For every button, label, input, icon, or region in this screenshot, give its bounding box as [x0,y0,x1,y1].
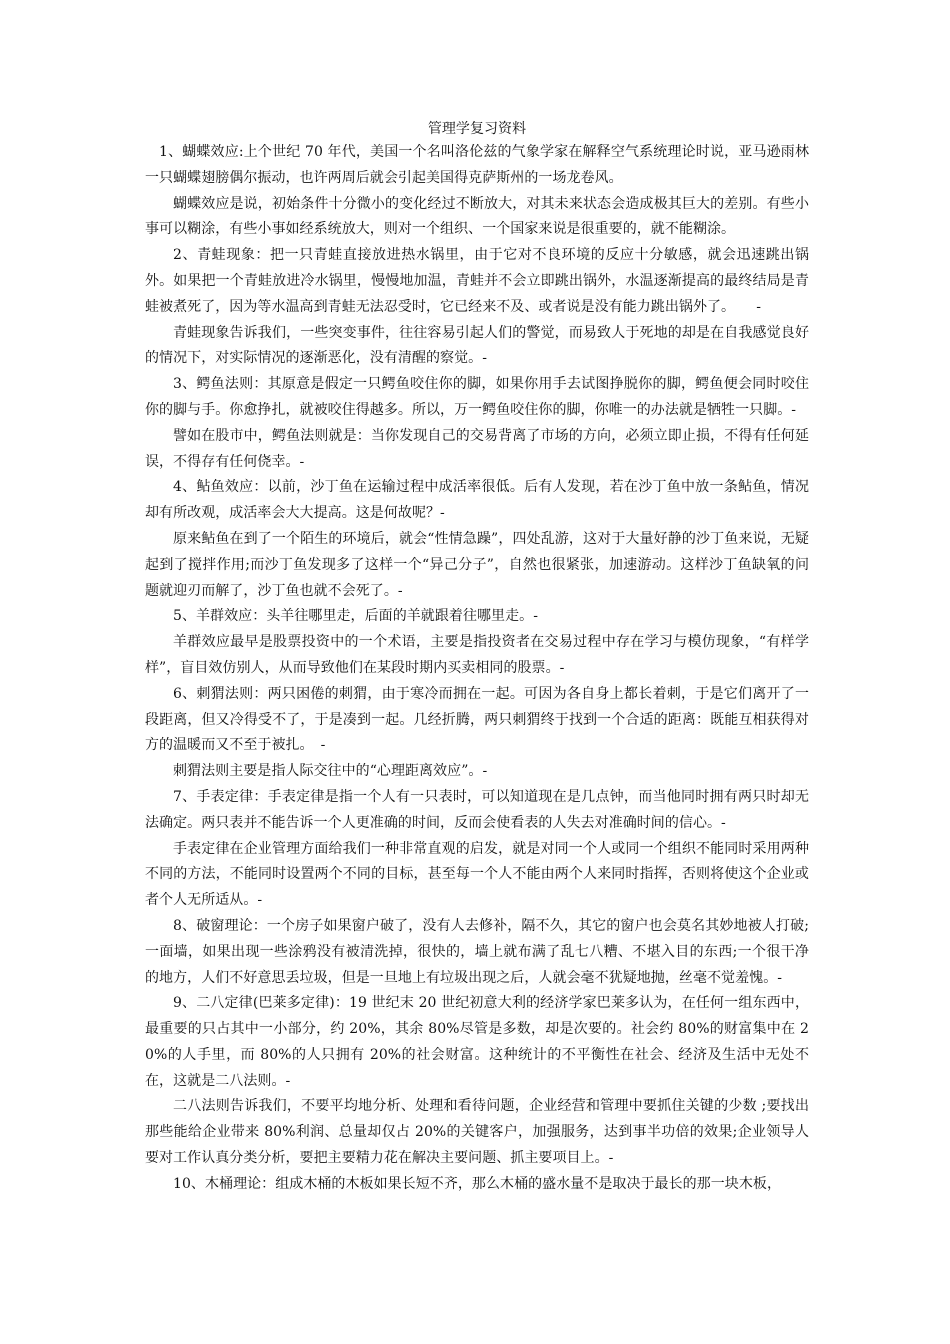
paragraph-watch-law: 7、手表定律：手表定律是指一个人有一只表时，可以知道现在是几点钟，而当他同时拥有两只时却无法确定。两只表并不能告诉一个人更准确的时间，反而会使看表的人失去对准确时间的信心。- [145,788,809,831]
paragraph-crocodile-rule: 3、鳄鱼法则：其原意是假定一只鳄鱼咬住你的脚，如果你用手去试图挣脱你的脚，鳄鱼便会同时咬住你的脚与手。你愈挣扎，就被咬住得越多。所以，万一鳄鱼咬住你的脚，你唯一的办法就是牺牲一只脚。- [145,376,809,418]
document-title: 管理学复习资料 [427,121,527,137]
paragraph-crocodile-explanation: 譬如在股市中，鳄鱼法则就是：当你发现自己的交易背离了市场的方向，必须立即止损，不得有任何延误，不得存有任何侥幸。- [145,427,809,470]
paragraph-broken-window: 8、破窗理论：一个房子如果窗户破了，没有人去修补，隔不久，其它的窗户也会莫名其妙地被人打破;一面墙，如果出现一些涂鸦没有被清洗掉，很快的，墙上就布满了乱七八糟、不堪入目的东西;一个很干净的地方，人们不好意思丢垃圾，但是一旦地上有垃圾出现之后，人就会毫不犹疑地抛，丝毫不觉羞愧。- [145,917,809,986]
paragraph-frog-phenomenon: 2、青蛙现象：把一只青蛙直接放进热水锅里，由于它对不良环境的反应十分敏感，就会迅速跳出锅外。如果把一个青蛙放进冷水锅里，慢慢地加温，青蛙并不会立即跳出锅外，水温逐渐提高的最终结局是青蛙被煮死了，因为等水温高到青蛙无法忍受时，它已经来不及、或者说是没有能力跳出锅外了。 - [145,247,809,315]
paragraph-watch-explanation: 手表定律在企业管理方面给我们一种非常直观的启发，就是对同一个人或同一个组织不能同时采用两种不同的方法，不能同时设置两个不同的目标，甚至每一个人不能由两个人来同时指挥，否则将使这个企业或者个人无所适从。- [145,840,809,909]
paragraph-pareto-explanation: 二八法则告诉我们，不要平均地分析、处理和看待问题，企业经营和管理中要抓住关键的少数 ;要找出那些能给企业带来 80%利润、总量却仅占 20%的关键客户，加强服务，达到事半功倍的效果;企业领导人要对工作认真分类分析，要把主要精力花在解决主要问题、抓主要项目上。- [145,1098,809,1167]
paragraph-herd-effect: 5、羊群效应：头羊往哪里走，后面的羊就跟着往哪里走。- [173,608,538,625]
paragraph-hedgehog-explanation: 刺猬法则主要是指人际交往中的“心理距离效应”。- [173,763,488,780]
paragraph-bucket-theory: 10、木桶理论：组成木桶的木板如果长短不齐，那么木桶的盛水量不是取决于最长的那一块木板， [173,1175,782,1192]
document-page [145,118,809,1198]
paragraph-pareto-law: 9、二八定律(巴莱多定律)：19 世纪末 20 世纪初意大利的经济学家巴莱多认为，在任何一组东西中，最重要的只占其中一小部分，约 20%，其余 80%尽管是多数，却是次要的。社会约 80%的财富集中在 20%的人手里，而 80%的人只拥有 20%的社会财富。这种统计的不平衡性在社会、经济及生活中无处不在，这就是二八法则。- [145,995,809,1089]
paragraph-hedgehog-rule: 6、刺猬法则：两只困倦的刺猬，由于寒冷而拥在一起。可因为各自身上都长着刺，于是它们离开了一段距离，但又冷得受不了，于是凑到一起。几经折腾，两只刺猬终于找到一个合适的距离：既能互相获得对方的温暖而又不至于被扎。 - [145,685,809,754]
paragraph-catfish-effect: 4、鲇鱼效应：以前，沙丁鱼在运输过程中成活率很低。后有人发现，若在沙丁鱼中放一条鲇鱼，情况却有所改观，成活率会大大提高。这是何故呢？- [145,479,809,522]
paragraph-frog-explanation: 青蛙现象告诉我们，一些突变事件，往往容易引起人们的警觉，而易致人于死地的却是在自我感觉良好的情况下，对实际情况的逐渐恶化，没有清醒的察觉。- [145,324,809,367]
paragraph-catfish-explanation: 原来鲇鱼在到了一个陌生的环境后，就会“性情急躁”，四处乱游，这对于大量好静的沙丁鱼来说，无疑起到了搅拌作用;而沙丁鱼发现多了这样一个“异己分子”，自然也很紧张，加速游动。这样沙丁鱼缺氧的问题就迎刃而解了，沙丁鱼也就不会死了。- [145,530,809,599]
paragraph-herd-explanation: 羊群效应最早是股票投资中的一个术语，主要是指投资者在交易过程中存在学习与模仿现象，“有样学样”，盲目效仿别人，从而导致他们在某段时期内买卖相同的股票。- [145,634,809,676]
paragraph-butterfly-effect: 1、蝴蝶效应:上个世纪 70 年代，美国一个名叫洛伦兹的气象学家在解释空气系统理论时说，亚马逊雨林一只蝴蝶翅膀偶尔振动，也许两周后就会引起美国得克萨斯州的一场龙卷风。 [145,144,809,186]
paragraph-butterfly-explanation: 蝴蝶效应是说，初始条件十分微小的变化经过不断放大，对其未来状态会造成极其巨大的差别。有些小事可以糊涂，有些小事如经系统放大，则对一个组织、一个国家来说是很重要的，就不能糊涂。 [145,195,809,238]
